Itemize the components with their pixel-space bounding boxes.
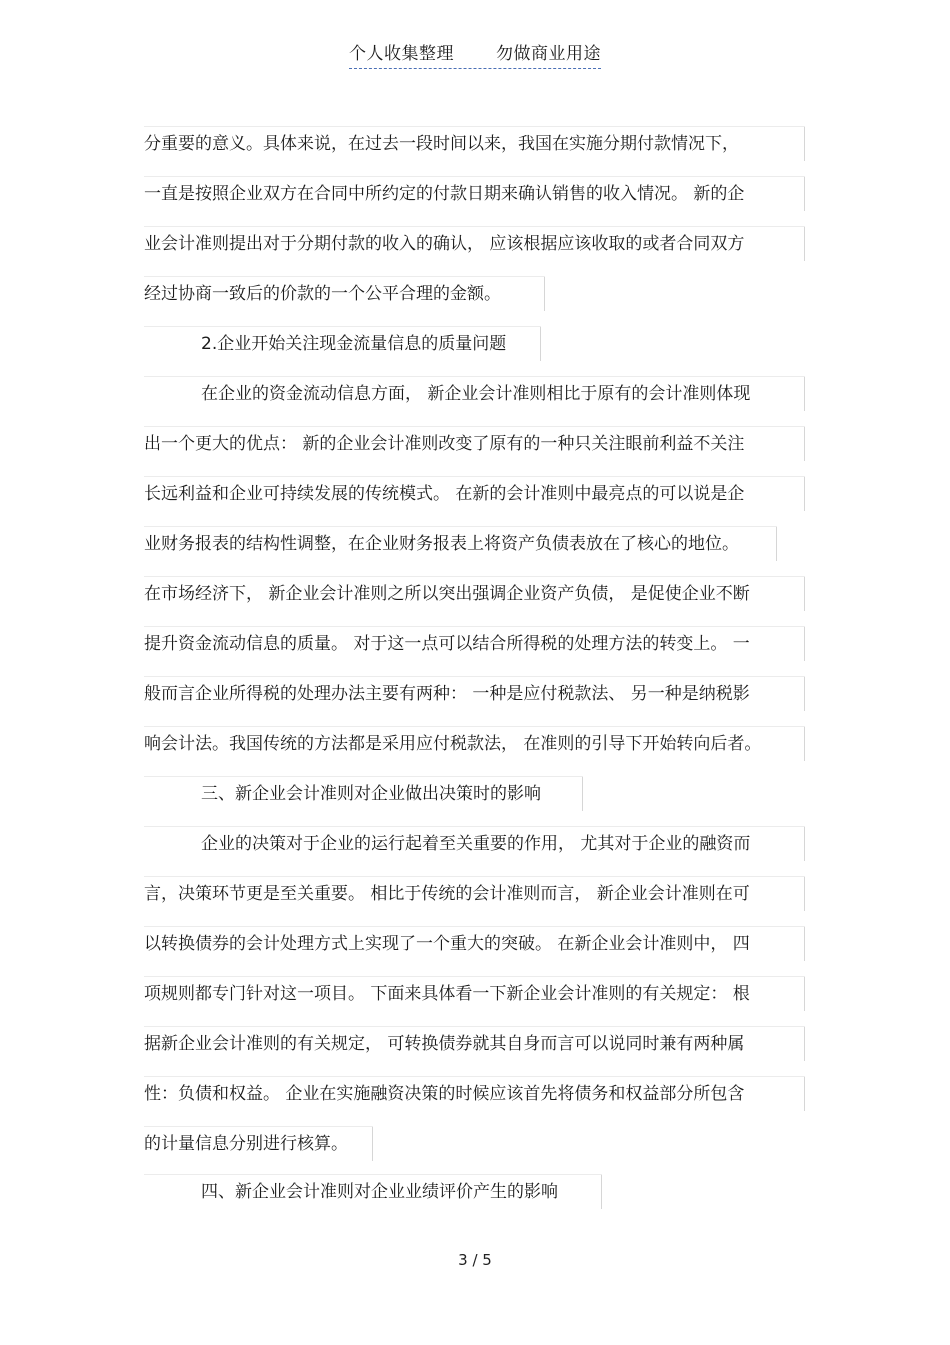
text-line xyxy=(144,526,777,576)
text-line xyxy=(144,576,805,626)
line-text: 一直是按照企业双方在合同中所约定的付款日期来确认销售的收入情况。 新的企 xyxy=(144,184,745,204)
text-line xyxy=(144,476,805,526)
line-text: 提升资金流动信息的质量。 对于这一点可以结合所得税的处理方法的转变上。 一 xyxy=(144,634,750,654)
line-text: 业会计准则提出对于分期付款的收入的确认， 应该根据应该收取的或者合同双方 xyxy=(144,234,745,254)
line-text: 出一个更大的优点： 新的企业会计准则改变了原有的一种只关注眼前利益不关注 xyxy=(144,434,745,454)
line-divider xyxy=(601,1175,602,1209)
line-divider xyxy=(804,877,805,911)
line-divider xyxy=(544,277,545,311)
line-divider xyxy=(582,777,583,811)
line-divider xyxy=(804,427,805,461)
text-line xyxy=(144,376,805,426)
section-heading: 四、新企业会计准则对企业业绩评价产生的影响 xyxy=(201,1182,558,1202)
text-line xyxy=(144,626,805,676)
text-line xyxy=(144,976,805,1026)
line-divider xyxy=(804,577,805,611)
page-number: 3 / 5 xyxy=(458,1251,492,1269)
line-text: 企业的决策对于企业的运行起着至关重要的作用， 尤其对于企业的融资而 xyxy=(201,834,751,854)
line-divider xyxy=(804,927,805,961)
line-text: 以转换债券的会计处理方式上实现了一个重大的突破。 在新企业会计准则中， 四 xyxy=(144,934,750,954)
text-line xyxy=(144,226,805,276)
text-line xyxy=(144,726,805,776)
line-divider xyxy=(804,177,805,211)
text-line xyxy=(144,126,805,176)
line-divider xyxy=(804,227,805,261)
line-divider xyxy=(804,127,805,161)
line-text: 项规则都专门针对这一项目。 下面来具体看一下新企业会计准则的有关规定： 根 xyxy=(144,984,750,1004)
text-line xyxy=(144,876,805,926)
line-divider xyxy=(804,677,805,711)
text-line xyxy=(144,426,805,476)
section-heading: 2.企业开始关注现金流量信息的质量问题 xyxy=(201,334,507,354)
line-divider xyxy=(540,327,541,361)
line-divider xyxy=(804,627,805,661)
text-line xyxy=(144,1026,805,1076)
line-divider xyxy=(372,1127,373,1161)
line-text: 言，决策环节更是至关重要。 相比于传统的会计准则而言， 新企业会计准则在可 xyxy=(144,884,750,904)
text-line xyxy=(144,276,545,326)
line-text: 响会计法。我国传统的方法都是采用应付税款法， 在准则的引导下开始转向后者。 xyxy=(144,734,762,754)
line-text: 业财务报表的结构性调整，在企业财务报表上将资产负债表放在了核心的地位。 xyxy=(144,534,739,554)
line-divider xyxy=(804,1077,805,1111)
line-text: 据新企业会计准则的有关规定， 可转换债券就其自身而言可以说同时兼有两种属 xyxy=(144,1034,745,1054)
section-heading: 三、新企业会计准则对企业做出决策时的影响 xyxy=(201,784,541,804)
text-line xyxy=(144,1076,805,1126)
line-divider xyxy=(804,477,805,511)
text-line xyxy=(144,826,805,876)
line-text: 般而言企业所得税的处理办法主要有两种： 一种是应付税款法、 另一种是纳税影 xyxy=(144,684,750,704)
text-line xyxy=(144,926,805,976)
line-divider xyxy=(776,527,777,561)
line-text: 经过协商一致后的价款的一个公平合理的金额。 xyxy=(144,284,501,304)
section-heading-line xyxy=(144,776,583,826)
text-line xyxy=(144,676,805,726)
line-text: 在企业的资金流动信息方面， 新企业会计准则相比于原有的会计准则体现 xyxy=(201,384,751,404)
line-text: 分重要的意义。具体来说，在过去一段时间以来，我国在实施分期付款情况下， xyxy=(144,134,739,154)
line-text: 在市场经济下， 新企业会计准则之所以突出强调企业资产负债， 是促使企业不断 xyxy=(144,584,750,604)
line-divider xyxy=(804,377,805,411)
header-right-text: 勿做商业用途 xyxy=(496,44,601,64)
text-line xyxy=(144,176,805,226)
line-text: 的计量信息分别进行核算。 xyxy=(144,1134,348,1154)
text-line xyxy=(144,1126,373,1176)
section-heading-line xyxy=(144,1174,602,1224)
line-divider xyxy=(804,977,805,1011)
line-text: 长远利益和企业可持续发展的传统模式。 在新的会计准则中最亮点的可以说是企 xyxy=(144,484,745,504)
section-heading-line xyxy=(144,326,541,376)
line-divider xyxy=(804,827,805,861)
line-divider xyxy=(804,1027,805,1061)
line-text: 性：负债和权益。 企业在实施融资决策的时候应该首先将债务和权益部分所包含 xyxy=(144,1084,745,1104)
line-divider xyxy=(804,727,805,761)
header-left-text: 个人收集整理 xyxy=(349,44,454,64)
